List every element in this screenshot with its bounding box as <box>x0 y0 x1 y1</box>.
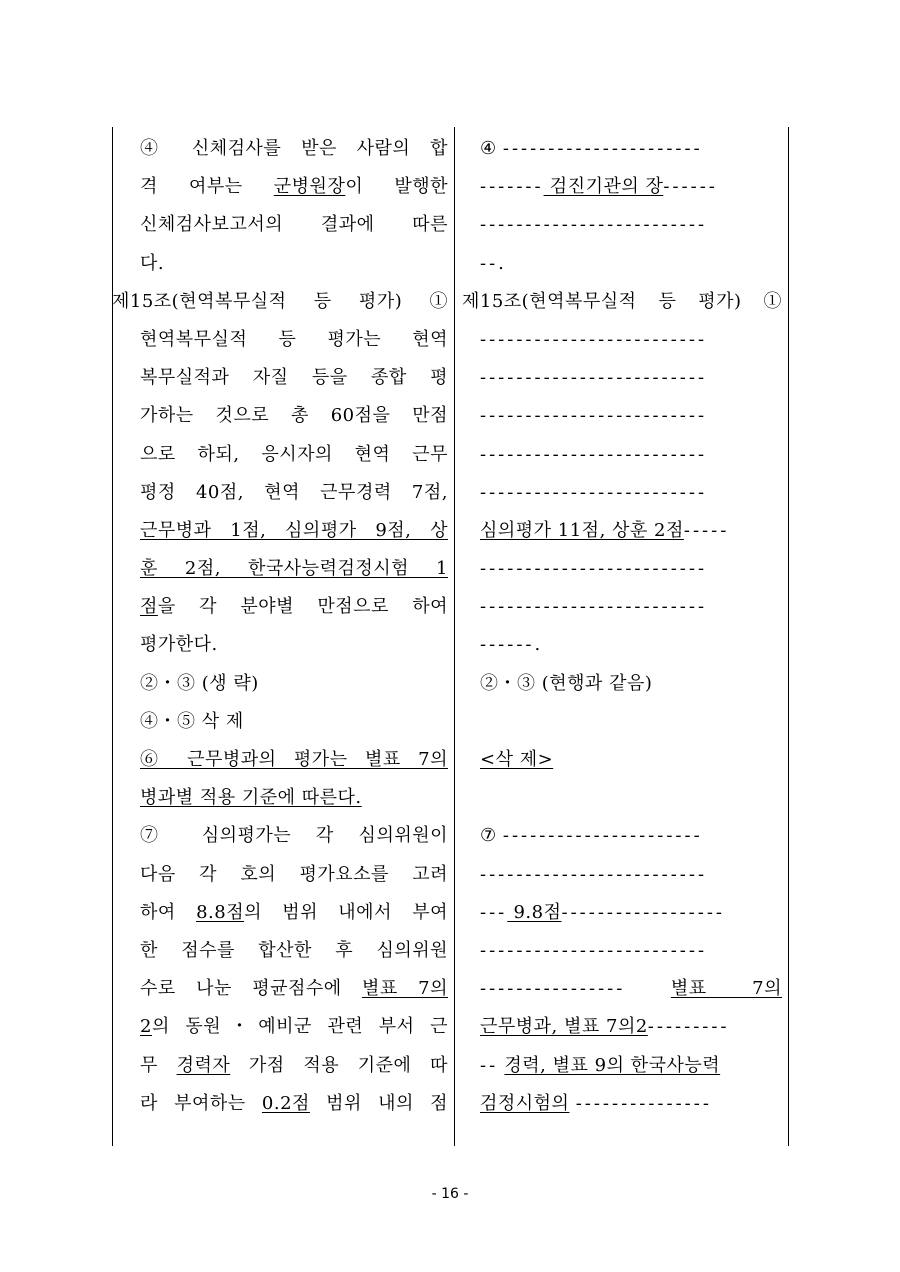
current-line <box>112 741 448 779</box>
revised-line <box>462 321 782 359</box>
revised-line <box>462 665 782 703</box>
underlined-text: ⑥ 근무병과의 평가는 별표 7의 <box>140 749 448 770</box>
dash-fill: ------------------------- <box>480 367 708 389</box>
underlined-text: 0.2점 <box>261 1092 310 1114</box>
text-run: 의 범위 내에서 부여 <box>244 901 448 923</box>
current-line <box>112 1047 448 1085</box>
text-run: 하여 <box>140 901 197 923</box>
current-line <box>112 283 448 321</box>
revised-line <box>462 206 782 244</box>
text-run: 제15조(현역복무실적 등 평가) ① <box>112 290 448 312</box>
underlined-text: 심의평가 11점, 상훈 2점 <box>480 519 684 541</box>
text-run: 평정 40점, 현역 근무경력 7점, <box>140 481 448 503</box>
current-line <box>112 626 448 664</box>
current-line <box>112 474 448 512</box>
dash-fill: ------------------------- <box>480 863 708 885</box>
revised-line <box>462 741 782 779</box>
current-line <box>112 512 448 550</box>
current-line <box>112 397 448 435</box>
dash-fill: --- <box>480 901 508 923</box>
text-run: 복무실적과 자질 등을 종합 평 <box>140 367 448 389</box>
revised-line <box>462 397 782 435</box>
underlined-text: 병과별 적용 기준에 따른다. <box>140 787 362 809</box>
underlined-text: 군병원장 <box>273 176 346 198</box>
current-line <box>112 817 448 855</box>
dash-fill: ------------------------- <box>480 481 708 503</box>
revised-line <box>462 436 782 474</box>
text-run: 격 여부는 <box>140 176 274 198</box>
text-run: 다. <box>140 252 165 274</box>
current-line <box>112 1008 448 1046</box>
text-run: ④ 신체검사를 받은 사람의 합 <box>140 138 448 159</box>
revised-line <box>462 474 782 512</box>
current-line <box>112 168 448 206</box>
revised-line <box>462 703 782 741</box>
dash-fill: ------------------------- <box>480 214 708 236</box>
current-line <box>112 703 448 741</box>
dash-fill: ------------------------- <box>480 939 708 961</box>
current-line <box>112 779 448 817</box>
underlined-text: 점 <box>140 596 158 618</box>
underlined-text: 경력자 <box>176 1054 231 1076</box>
dash-fill: ------ <box>663 176 718 198</box>
revised-line <box>462 512 782 550</box>
revised-line <box>462 817 782 855</box>
current-line <box>112 206 448 244</box>
dash-fill: ------ <box>480 634 535 656</box>
dash-fill: ------------------------- <box>480 596 708 618</box>
underlined-text: <삭 제> <box>480 749 554 770</box>
current-text-column <box>112 130 448 1123</box>
current-line <box>112 856 448 894</box>
text-run: 한 점수를 합산한 후 심의위원 <box>140 939 448 961</box>
revised-line <box>462 1085 782 1123</box>
dash-fill: -- <box>480 252 499 274</box>
underlined-text: 별표 7의 <box>670 978 782 1000</box>
current-line <box>112 894 448 932</box>
text-run: ②・③ (현행과 같음) <box>480 672 653 694</box>
revised-line <box>462 283 782 321</box>
underlined-text: 근무병과 1점, 심의평가 9점, 상 <box>140 519 448 541</box>
revised-line <box>462 168 782 206</box>
revised-line <box>462 932 782 970</box>
revised-line <box>462 550 782 588</box>
underlined-text: 2 <box>140 1016 152 1038</box>
revised-text-column <box>462 130 782 1123</box>
revised-line <box>462 779 782 817</box>
dash-fill: -- <box>480 1054 499 1076</box>
text-run: 다음 각 호의 평가요소를 고려 <box>140 863 448 885</box>
dash-fill: ----- <box>683 519 730 541</box>
underlined-text: 경력, 별표 9의 한국사능력 <box>504 1054 721 1076</box>
current-line <box>112 436 448 474</box>
dash-fill: --------------- <box>575 1092 712 1114</box>
text-run: 신체검사보고서의 결과에 따른 <box>140 214 448 236</box>
page-number: - 16 - <box>431 1186 469 1202</box>
text-run <box>625 978 671 999</box>
current-line <box>112 245 448 283</box>
underlined-text: 9.8점 <box>507 901 562 923</box>
dash-fill: ------------------ <box>561 901 725 923</box>
dash-fill: ------------------------- <box>480 405 708 427</box>
current-line <box>112 1085 448 1123</box>
revised-line <box>462 1047 782 1085</box>
text-run: 가하는 것으로 총 60점을 만점 <box>140 405 448 427</box>
text-run: . <box>534 634 541 656</box>
underlined-text: 8.8점 <box>196 901 245 923</box>
revised-line <box>462 130 782 168</box>
current-line <box>112 321 448 359</box>
text-run: 무 <box>140 1054 177 1076</box>
dash-fill: ------- <box>480 176 544 198</box>
text-run: ⑦ <box>480 825 503 847</box>
current-line <box>112 588 448 626</box>
text-run: 현역복무실적 등 평가는 현역 <box>140 328 448 350</box>
underlined-text: 훈 2점, 한국사능력검정시험 1 <box>140 558 448 580</box>
text-run: 으로 하되, 응시자의 현역 근무 <box>140 443 448 465</box>
text-run: 이 발행한 <box>345 176 448 198</box>
text-run: 가점 적용 기준에 따 <box>230 1054 448 1076</box>
revised-line <box>462 588 782 626</box>
text-run: 범위 내의 점 <box>309 1092 448 1114</box>
right-border <box>788 127 789 1146</box>
dash-fill: ---------------- <box>480 978 626 1000</box>
revised-line <box>462 1008 782 1046</box>
text-run: ⑦ 심의평가는 각 심의위원이 <box>140 825 448 847</box>
revised-line <box>462 894 782 932</box>
center-divider <box>454 127 455 1146</box>
text-run: 의 동원・예비군 관련 부서 근 <box>151 1016 448 1038</box>
underlined-text: 별표 7의 <box>362 978 448 1000</box>
current-line <box>112 550 448 588</box>
text-run: 라 부여하는 <box>140 1092 262 1114</box>
current-line <box>112 970 448 1008</box>
dash-fill: ------------------------- <box>480 443 708 465</box>
text-run: . <box>498 252 505 274</box>
underlined-text: 검정시험의 <box>480 1092 570 1114</box>
text-run: ④・⑤ 삭 제 <box>140 710 244 732</box>
revised-line <box>462 626 782 664</box>
dash-fill: ------------------------- <box>480 558 708 580</box>
text-run: 을 각 분야별 만점으로 하여 <box>157 596 448 618</box>
underlined-text: 검진기관의 장 <box>543 176 664 198</box>
dash-fill: ------------------------- <box>480 328 708 350</box>
revised-line <box>462 856 782 894</box>
current-line <box>112 932 448 970</box>
dash-fill: ---------------------- <box>502 825 703 847</box>
text-run: 평가한다. <box>140 634 218 656</box>
text-run: ②・③ (생 략) <box>140 672 259 694</box>
revised-line <box>462 359 782 397</box>
underlined-text: 근무병과, 별표 7의2 <box>480 1016 648 1038</box>
revised-line <box>462 245 782 283</box>
revised-line <box>462 970 782 1008</box>
current-line <box>112 359 448 397</box>
current-line <box>112 130 448 168</box>
text-run: 수로 나눈 평균점수에 <box>140 978 363 1000</box>
current-line <box>112 665 448 703</box>
dash-fill: ---------------------- <box>502 138 703 159</box>
text-run: 제15조(현역복무실적 등 평가) ① <box>462 290 782 312</box>
text-run: ④ <box>480 138 503 159</box>
dash-fill: --------- <box>647 1016 730 1038</box>
